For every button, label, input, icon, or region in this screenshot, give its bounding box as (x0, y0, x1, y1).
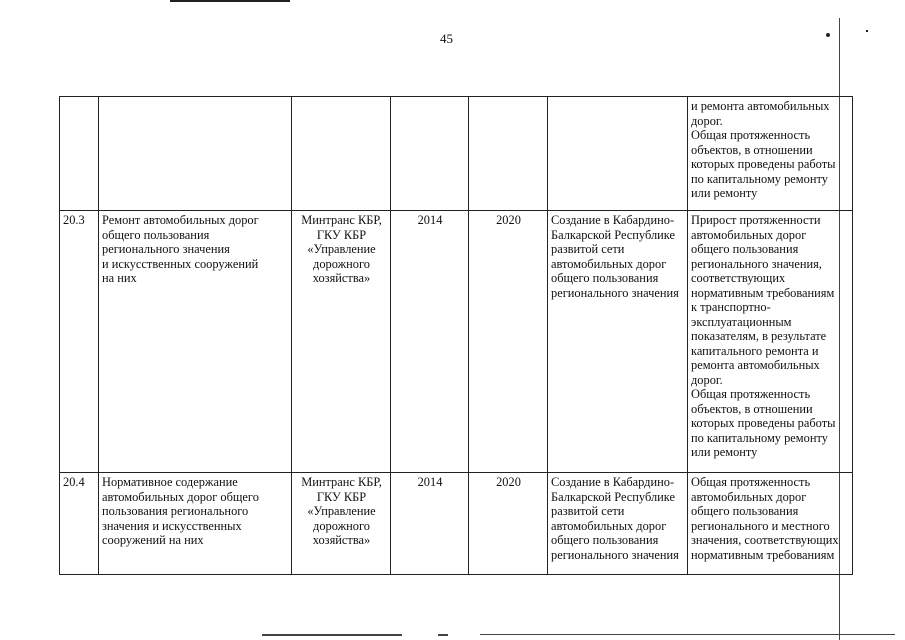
end-year: 2020 (469, 473, 548, 575)
cell-empty (292, 97, 391, 211)
scan-artifact-right-dot (866, 30, 868, 32)
scan-artifact-bottom (438, 634, 448, 636)
row-number: 20.4 (60, 473, 99, 575)
indicator-cell: и ремонта автомобильных дорог. Общая протяженность объектов, в отношении которых проведены работы по капитальному ремонту или ремонту (688, 97, 853, 211)
scan-artifact-top (170, 0, 290, 2)
page-number: 45 (440, 31, 453, 46)
cell-empty (469, 97, 548, 211)
continuation-row (60, 97, 853, 211)
expected-result: Создание в Кабардино- Балкарской Республике развитой сети автомобильных дорог общего пользования регионального значения (548, 473, 688, 575)
table-row (60, 211, 853, 473)
cell-empty (60, 97, 99, 211)
measure-name: Ремонт автомобильных дорог общего пользования регионального значения и искусственных сооружений на них (99, 211, 292, 473)
scan-artifact-bottom (262, 634, 402, 636)
cell-empty (391, 97, 469, 211)
table-row (60, 473, 853, 575)
program-table (59, 96, 853, 575)
start-year: 2014 (391, 473, 469, 575)
executor: Минтранс КБР, ГКУ КБР «Управление дорожного хозяйства» (292, 211, 391, 473)
executor: Минтранс КБР, ГКУ КБР «Управление дорожного хозяйства» (292, 473, 391, 575)
indicator-cell: Прирост протяженности автомобильных дорог общего пользования регионального значения, соответствующих нормативным требованиям к транспортно- эксплуатационным показателям, в результате капитального ремонта и ремонта автомобильных дорог. Общая протяженность объектов, в отношении которых проведены работы по капитальному ремонту или ремонту (688, 211, 853, 473)
indicator-cell: Общая протяженность автомобильных дорог общего пользования регионального и местного значения, соответствующих нормативным требованиям (688, 473, 853, 575)
expected-result: Создание в Кабардино- Балкарской Республике развитой сети автомобильных дорог общего пользования регионального значения (548, 211, 688, 473)
start-year: 2014 (391, 211, 469, 473)
cell-empty (99, 97, 292, 211)
end-year: 2020 (469, 211, 548, 473)
row-number: 20.3 (60, 211, 99, 473)
measure-name: Нормативное содержание автомобильных дорог общего пользования регионального значения и искусственных сооружений на них (99, 473, 292, 575)
scan-artifact-right-dot (826, 33, 830, 37)
cell-empty (548, 97, 688, 211)
scan-artifact-bottom (480, 634, 895, 635)
